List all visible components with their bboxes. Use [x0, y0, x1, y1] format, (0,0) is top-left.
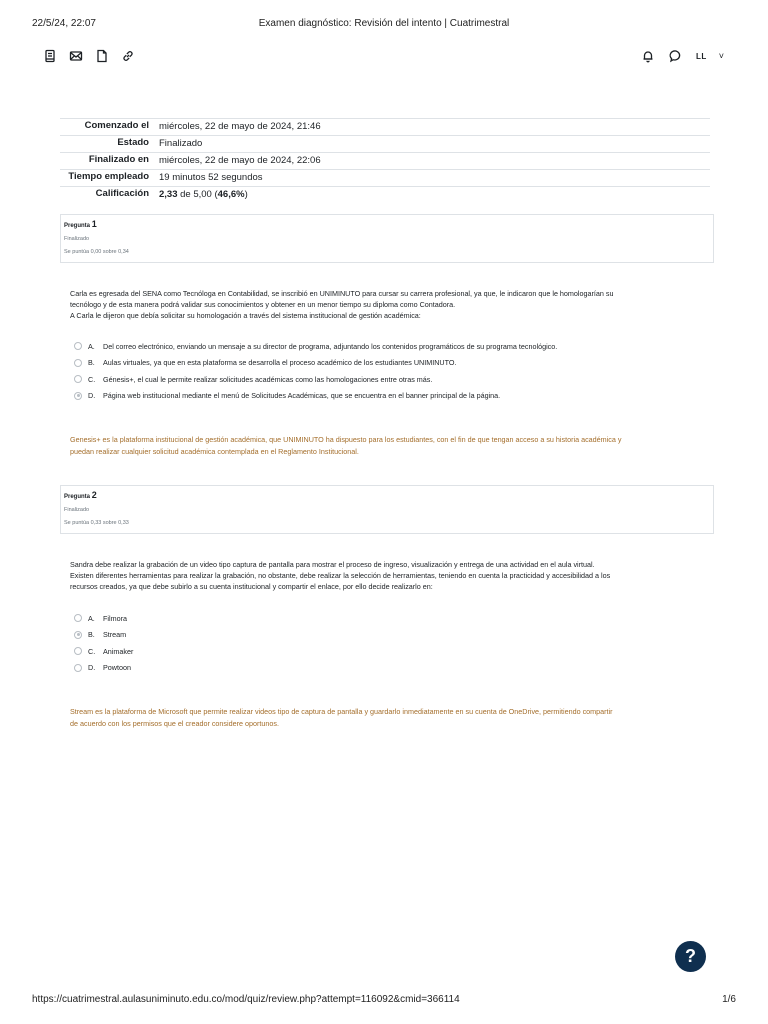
summary-row — [60, 119, 710, 136]
attempt-summary-table — [60, 118, 710, 203]
grade-score: 2,33 — [159, 189, 178, 200]
answer-text: Animaker — [103, 646, 134, 656]
radio-button[interactable] — [74, 375, 82, 383]
question-label: Pregunta — [64, 494, 91, 500]
question-text — [70, 559, 700, 592]
answer-option[interactable] — [74, 643, 694, 660]
answer-text: Powtoon — [103, 663, 131, 673]
summary-row — [60, 153, 710, 170]
question-state: Finalizado — [64, 236, 90, 242]
answer-letter: B. — [88, 358, 95, 368]
grade-percent: 46,6% — [217, 189, 245, 200]
answer-option[interactable] — [74, 338, 694, 355]
question-info-box — [60, 485, 714, 534]
link-icon[interactable] — [120, 48, 136, 64]
answer-option[interactable] — [74, 371, 694, 388]
answer-letter: C. — [88, 646, 96, 656]
feedback-line: Genesis+ es la plataforma institucional de gestión académica, que UNIMINUTO ha dispuesto para los estudiantes, con el fin de que tengan acceso a su historia académica y — [70, 435, 622, 444]
question-info-box — [60, 214, 714, 263]
answer-text: Stream — [103, 630, 127, 640]
question-label: Pregunta — [64, 223, 91, 229]
question-number-line — [64, 490, 710, 503]
radio-button-selected[interactable] — [74, 631, 82, 639]
help-button[interactable]: ? — [675, 941, 706, 972]
radio-button[interactable] — [74, 614, 82, 622]
summary-label: Tiempo empleado — [60, 170, 154, 187]
question-grade: Se puntúa 0,33 sobre 0,33 — [64, 520, 129, 526]
answer-option[interactable] — [74, 627, 694, 644]
answer-option[interactable] — [74, 610, 694, 627]
question-text — [70, 288, 700, 321]
grade-value — [154, 187, 710, 204]
print-page-title: Examen diagnóstico: Revisión del intento | Cuatrimestral — [258, 18, 510, 29]
question-number: 1 — [91, 219, 97, 229]
question-feedback — [70, 434, 702, 457]
answer-text: Aulas virtuales, ya que en esta plataforma se desarrolla el proceso académico de los estudiantes UNIMINUTO. — [103, 358, 457, 368]
answer-option[interactable] — [74, 355, 694, 372]
radio-button[interactable] — [74, 664, 82, 672]
print-page-number: 1/6 — [722, 994, 736, 1005]
print-url: https://cuatrimestral.aulasuniminuto.edu.co/mod/quiz/review.php?attempt=116092&cmid=366114 — [32, 994, 460, 1005]
question-grade: Se puntúa 0,00 sobre 0,34 — [64, 249, 129, 255]
answer-text: Página web institucional mediante el menú de Solicitudes Académicas, que se encuentra en el banner principal de la página. — [103, 391, 501, 401]
answer-options — [74, 338, 694, 404]
book-icon[interactable] — [42, 48, 58, 64]
user-avatar[interactable]: LL — [695, 51, 707, 61]
question-text-line: tecnólogo y de esta manera podrá validar sus conocimientos y obtener en un menor tiempo su diploma como Contadora. — [70, 300, 456, 309]
grade-label: Calificación — [60, 187, 154, 204]
grade-middle: de 5,00 ( — [177, 189, 218, 200]
summary-label: Finalizado en — [60, 153, 154, 170]
bell-icon[interactable] — [640, 48, 656, 64]
summary-row — [60, 136, 710, 153]
toolbar-right — [640, 48, 724, 64]
feedback-line: de acuerdo con los permisos que el creador considere oportunos. — [70, 718, 279, 728]
feedback-line: puedan realizar cualquier solicitud académica contemplada en el Reglamento Institucional. — [70, 446, 359, 456]
radio-button[interactable] — [74, 359, 82, 367]
answer-option[interactable] — [74, 388, 694, 405]
question-number: 2 — [91, 490, 97, 500]
question-number-line — [64, 219, 710, 232]
summary-label: Comenzado el — [60, 119, 154, 136]
radio-button[interactable] — [74, 647, 82, 655]
question-feedback — [70, 706, 702, 729]
summary-value: miércoles, 22 de mayo de 2024, 21:46 — [154, 119, 710, 136]
question-text-line: Existen diferentes herramientas para realizar la grabación, no obstante, debe realizar la selección de herramientas, teniendo en cuenta la practicidad y accesibilidad a los — [70, 571, 611, 580]
question-text-line: A Carla le dijeron que debía solicitar su homologación a través del sistema institucional de gestión académica: — [70, 311, 421, 320]
question-text-line: recursos creados, ya que debe subirlo a su cuenta institucional y compartir el enlace, por ello decide realizarlo en: — [70, 582, 433, 591]
answer-letter: A. — [88, 341, 95, 351]
answer-letter: B. — [88, 630, 95, 640]
answer-text: Filmora — [103, 613, 127, 623]
file-icon[interactable] — [94, 48, 110, 64]
answer-letter: C. — [88, 374, 96, 384]
answer-text: Génesis+, el cual le permite realizar solicitudes académicas como las homologaciones entre otras más. — [103, 374, 433, 384]
question-text-line: Sandra debe realizar la grabación de un video tipo captura de pantalla para mostrar el proceso de ingreso, visualización y entrega de una actividad en el aula virtual. — [70, 560, 595, 569]
radio-button-selected[interactable] — [74, 392, 82, 400]
chevron-down-icon[interactable]: ˅ — [718, 51, 724, 61]
radio-button[interactable] — [74, 342, 82, 350]
answer-option[interactable] — [74, 660, 694, 677]
answer-letter: A. — [88, 613, 95, 623]
print-footer — [32, 994, 736, 1008]
question-text-line: Carla es egresada del SENA como Tecnóloga en Contabilidad, se inscribió en UNIMINUTO para cursar su carrera profesional, ya que, le indicaron que le homologarían su — [70, 289, 614, 298]
print-header — [32, 18, 736, 32]
print-datetime: 22/5/24, 22:07 — [32, 18, 96, 29]
summary-value: miércoles, 22 de mayo de 2024, 22:06 — [154, 153, 710, 170]
feedback-line: Stream es la plataforma de Microsoft que permite realizar videos tipo de captura de pantalla y guardarlo inmediatamente en su cuenta de OneDrive, permitiendo compartir — [70, 707, 613, 716]
summary-row-grade — [60, 187, 710, 204]
toolbar-left — [42, 48, 136, 64]
answer-letter: D. — [88, 391, 96, 401]
grade-end: ) — [244, 189, 248, 200]
question-state: Finalizado — [64, 507, 90, 513]
summary-value: Finalizado — [154, 136, 710, 153]
answer-options — [74, 610, 694, 676]
answer-letter: D. — [88, 663, 96, 673]
summary-label: Estado — [60, 136, 154, 153]
chat-icon[interactable] — [668, 48, 684, 64]
answer-text: Del correo electrónico, enviando un mensaje a su director de programa, adjuntando los contenidos programáticos de su programa tecnológico. — [103, 341, 558, 351]
mail-icon[interactable] — [68, 48, 84, 64]
summary-row — [60, 170, 710, 187]
summary-value: 19 minutos 52 segundos — [154, 170, 710, 187]
